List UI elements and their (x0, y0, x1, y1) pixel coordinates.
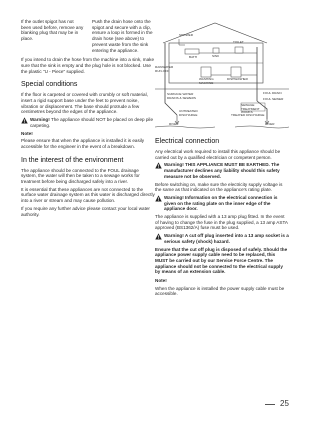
toilet-label: TOILET (233, 40, 244, 44)
rainwater-label: RAINWATER RUN-OFF (155, 65, 174, 73)
sink-label: SINK (212, 54, 220, 58)
warning-label: Warning! (164, 162, 184, 168)
warning-text: A cut off plug inserted into a 13 amp socket is a serious safety (shock) hazard. (164, 233, 289, 244)
bath-label: BATH (189, 55, 198, 59)
note-text: Please ensure that when the appliance is installed it is easily accessible for the engineer in the event of a breakdown. (21, 138, 145, 149)
plug-supply-text: The appliance is supplied with a 13 amp plug fitted. In the event of having to change the fuse in the plug supplied, a 13 amp ASTA approved (BS1362/A) fuse must be used. (155, 214, 288, 231)
disposal-text: Ensure that the cut off plug is disposed of safely. Should the appliance power supply cable need to be replaced, this MUST be carried out by our Service Force Centre. The appliance should not be connected to the electrical supply by means of an extension cable. (155, 246, 288, 275)
warning-icon (155, 233, 162, 240)
warning-icon (21, 117, 28, 124)
note-text: When the appliance is installed the power supply cable must be accessible. (155, 285, 285, 297)
surface-water-label: SURFACE WATER DRAINS & SEWERS (167, 92, 196, 100)
special-conditions-heading: Special conditions (21, 81, 78, 89)
warning-label: Warning! (164, 233, 184, 239)
page-number: 25 (280, 399, 289, 408)
environment-text-1: The appliance should be connected to the FOUL drainage system, the water will then be taken to a sewage works for treatment before being discharged safely into a river. (21, 167, 140, 185)
special-conditions-text: If the floor is carpeted or covered with crumbly or soft material, insert a rigid support base under the feet to prevent noise, vibration or displacement. The base should protrude a few centimetres beyond the edges of the appliance. (21, 92, 148, 115)
electrical-text: Any electrical work required to install this appliance should be carried out by a qualified electrician or competent person. (155, 149, 281, 160)
warning-icon (155, 195, 162, 202)
carpet-warning (21, 117, 155, 128)
dishwasher-label: DISHWASHER (227, 77, 248, 81)
blanking-plug-text: If the outlet spigot has not been used before, remove any blanking plug that may be in place. (21, 19, 84, 42)
foul-drain-label: FOUL DRAIN (263, 91, 282, 95)
sewage-works-label: SEWAGE TREATMENT WORKS (241, 103, 260, 114)
environment-text-2: It is essential that these appliances are not connected to the surface water drainage system as this water is discharged directly into a river or stream and may cause pollution. (21, 186, 155, 204)
untreated-discharge-label: UNTREATED DISCHARGE (179, 109, 198, 117)
note-label: Note! (155, 278, 167, 284)
shower-label: SHOWER (179, 33, 193, 37)
warning-label: Warning! (164, 194, 184, 200)
drainage-diagram-drawing (155, 19, 289, 131)
left-column (21, 19, 155, 219)
warning-text: THIS APPLIANCE MUST BE EARTHED. The manufacturer declines any liability should this safety measure not be observed. (164, 162, 280, 179)
right-column (155, 19, 289, 299)
outlet-instructions (21, 19, 155, 53)
warning-label: Warning! (30, 117, 50, 123)
treated-discharge-label: TREATED DISCHARGE (231, 113, 265, 117)
drainage-diagram (155, 19, 289, 131)
warning-icon (155, 162, 162, 169)
washing-machine-label: WASHING MACHINE (199, 77, 214, 85)
warning-text: The appliance should NOT be placed on deep pile carpeting. (30, 117, 154, 128)
note-label: Note! (21, 130, 33, 136)
footer-rule (265, 404, 275, 405)
voltage-text: Before switching on, make sure the electricity supply voltage is the same as that indicated on the appliance's rating plate. (155, 181, 283, 193)
earth-warning (155, 162, 289, 179)
electrical-heading: Electrical connection (155, 138, 220, 145)
foul-sewer-label: FOUL SEWER (263, 97, 284, 101)
sink-drain-paragraph: If you intend to drain the hose from the machine into a sink, make sure that the sink is empty and the plug hole is not blocked. Use the plastic "U - Piece" supplied. (21, 57, 155, 74)
rating-plate-warning (155, 195, 289, 212)
environment-text-3: If you require any further advice please contact your local water authority. (21, 205, 150, 217)
river-label-left: RIVER (169, 122, 179, 126)
cut-off-plug-warning (155, 233, 289, 244)
environment-heading: In the interest of the environment (21, 156, 124, 164)
warning-text: Information on the electrical connection is given on the rating plate on the inner edge of the appliance door. (164, 194, 278, 212)
drain-hose-text: Push the drain hose onto the spigot and secure with a clip, ensure a loop is formed in the drain hose (see above) to prevent waste from the sink entering the appliance. (92, 19, 153, 53)
river-label-right: RIVER (265, 122, 275, 126)
